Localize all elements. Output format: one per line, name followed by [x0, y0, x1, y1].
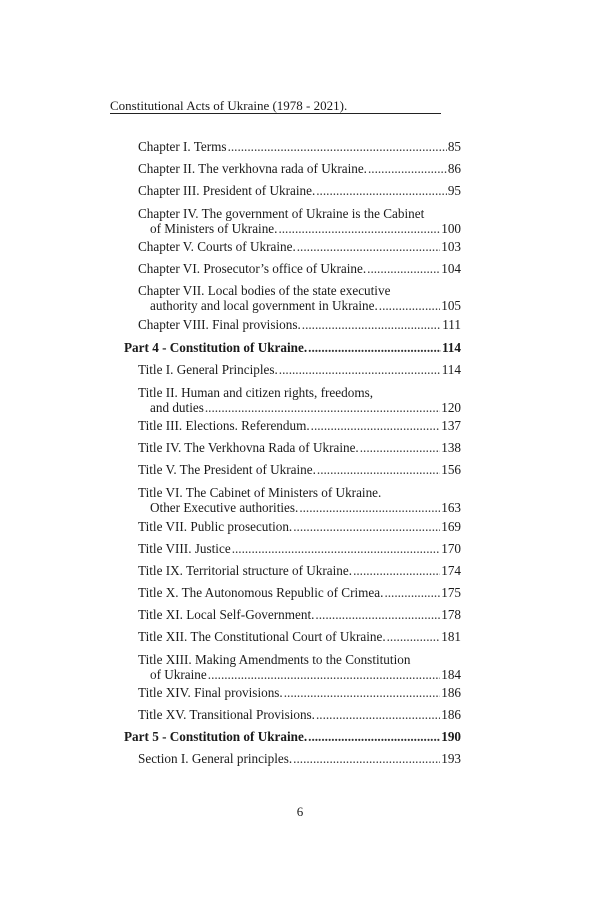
toc-entry-title-line1: Title II. Human and citizen rights, freedoms,: [138, 385, 374, 400]
toc-entry-page: 105: [441, 298, 461, 313]
leader-dots: [384, 585, 440, 600]
toc-entry-page: 163: [441, 500, 461, 515]
leader-dots: [316, 707, 440, 722]
toc-entry-page: 175: [441, 585, 461, 600]
toc-entry[interactable]: [138, 585, 461, 600]
toc-entry-title: Part 5 - Constitution of Ukraine.: [124, 729, 308, 744]
toc-entry-title: Chapter III. President of Ukraine.: [138, 183, 316, 198]
running-header: Constitutional Acts of Ukraine (1978 - 2021).: [110, 98, 441, 114]
toc-entry-page: 184: [441, 667, 461, 682]
toc-entry-title: Title XIV. Final provisions.: [138, 685, 283, 700]
toc-entry-title: Title IX. Territorial structure of Ukraine.: [138, 563, 353, 578]
leader-dots: [311, 418, 441, 433]
leader-dots: [317, 462, 440, 477]
toc-entry-page: 111: [442, 317, 461, 332]
toc-entry-title: Title IV. The Verkhovna Rada of Ukraine.: [138, 440, 359, 455]
toc-entry-page: 181: [441, 629, 461, 644]
toc-entry[interactable]: [138, 652, 461, 682]
leader-dots: [208, 667, 440, 682]
toc-entry-page: 95: [447, 183, 461, 198]
toc-entry-title: of Ukraine: [150, 667, 207, 682]
toc-entry-page: 85: [447, 139, 461, 154]
leader-dots: [360, 440, 440, 455]
toc-entry-title: Chapter I. Terms: [138, 139, 227, 154]
leader-dots: [293, 751, 440, 766]
page-number: 6: [296, 804, 304, 819]
toc-entry-title: Other Executive authorities.: [150, 500, 299, 515]
toc-entry-title: Title XII. The Constitutional Court of Ukraine.: [138, 629, 386, 644]
toc-entry-page: 170: [441, 541, 461, 556]
toc-entry[interactable]: [138, 485, 461, 515]
toc-entry-title: Title III. Elections. Referendum.: [138, 418, 310, 433]
toc-entry[interactable]: [138, 685, 461, 700]
leader-dots: [316, 183, 447, 198]
leader-dots: [368, 161, 447, 176]
toc-entry-page: 114: [441, 340, 461, 355]
toc-entry[interactable]: [138, 362, 461, 377]
leader-dots: [278, 221, 440, 236]
toc-entry-page: 190: [441, 729, 461, 744]
toc-entry-page: 193: [441, 751, 461, 766]
toc-entry-title: Chapter V. Courts of Ukraine.: [138, 239, 296, 254]
toc-entry-page: 186: [441, 685, 461, 700]
toc-entry[interactable]: [138, 418, 461, 433]
leader-dots: [367, 261, 440, 276]
toc-entry[interactable]: [138, 751, 461, 766]
leader-dots: [293, 519, 440, 534]
toc-entry-page: 86: [447, 161, 461, 176]
leader-dots: [205, 400, 440, 415]
toc-entry[interactable]: [138, 385, 461, 415]
toc-entry[interactable]: [138, 261, 461, 276]
toc-part-entry[interactable]: [124, 729, 461, 744]
leader-dots: [379, 298, 440, 313]
toc-entry-page: 100: [441, 221, 461, 236]
toc-entry-page: 104: [441, 261, 461, 276]
toc-entry[interactable]: [138, 183, 461, 198]
toc-entry-title: Section I. General principles.: [138, 751, 293, 766]
toc-entry[interactable]: [138, 440, 461, 455]
toc-entry[interactable]: [138, 563, 461, 578]
leader-dots: [308, 729, 440, 744]
toc-entry-title: Part 4 - Constitution of Ukraine.: [124, 340, 308, 355]
toc-entry-title: Title X. The Autonomous Republic of Crimea.: [138, 585, 384, 600]
toc-entry-title: Title XV. Transitional Provisions.: [138, 707, 315, 722]
toc-entry-page: 137: [441, 418, 461, 433]
toc-entry-title: Chapter VIII. Final provisions.: [138, 317, 301, 332]
toc-entry-title-line1: Title XIII. Making Amendments to the Constitution: [138, 652, 411, 667]
toc-entry[interactable]: [138, 239, 461, 254]
leader-dots: [308, 340, 441, 355]
leader-dots: [315, 607, 440, 622]
leader-dots: [387, 629, 441, 644]
toc-entry-page: 156: [441, 462, 461, 477]
toc-entry-page: 178: [441, 607, 461, 622]
toc-entry[interactable]: [138, 161, 461, 176]
toc-entry-title: Title XI. Local Self-Government.: [138, 607, 315, 622]
toc-entry[interactable]: [138, 206, 461, 236]
toc-entry[interactable]: [138, 519, 461, 534]
leader-dots: [299, 500, 440, 515]
toc-entry[interactable]: [138, 629, 461, 644]
toc-entry-page: 114: [441, 362, 461, 377]
leader-dots: [302, 317, 441, 332]
toc-entry[interactable]: [138, 283, 461, 313]
toc-entry-page: 174: [441, 563, 461, 578]
toc-entry-title: Title VII. Public prosecution.: [138, 519, 293, 534]
toc-entry-title: Chapter VI. Prosecutor’s office of Ukraine.: [138, 261, 367, 276]
leader-dots: [228, 139, 447, 154]
leader-dots: [297, 239, 440, 254]
toc-part-entry[interactable]: [124, 340, 461, 355]
toc-entry-title: Chapter II. The verkhovna rada of Ukraine.: [138, 161, 367, 176]
toc-entry-page: 103: [441, 239, 461, 254]
toc-entry-title: Title VIII. Justice: [138, 541, 231, 556]
toc-entry-title: and duties: [150, 400, 204, 415]
toc-entry-page: 120: [441, 400, 461, 415]
toc-entry[interactable]: [138, 462, 461, 477]
toc-entry-page: 169: [441, 519, 461, 534]
toc-entry[interactable]: [138, 541, 461, 556]
leader-dots: [279, 362, 441, 377]
toc-entry[interactable]: [138, 317, 461, 332]
toc-entry[interactable]: [138, 607, 461, 622]
toc-entry[interactable]: [138, 139, 461, 154]
toc-entry-page: 186: [441, 707, 461, 722]
toc-entry-title: Title I. General Principles.: [138, 362, 278, 377]
leader-dots: [232, 541, 441, 556]
leader-dots: [284, 685, 440, 700]
toc-entry-title: authority and local government in Ukraine.: [150, 298, 378, 313]
toc-entry-title-line1: Title VI. The Cabinet of Ministers of Ukraine.: [138, 485, 382, 500]
toc-entry-title: of Ministers of Ukraine.: [150, 221, 278, 236]
toc-entry-title-line1: Chapter VII. Local bodies of the state executive: [138, 283, 391, 298]
toc-entry-page: 138: [441, 440, 461, 455]
toc-entry-title-line1: Chapter IV. The government of Ukraine is the Cabinet: [138, 206, 425, 221]
toc-entry-title: Title V. The President of Ukraine.: [138, 462, 316, 477]
leader-dots: [353, 563, 440, 578]
toc-entry[interactable]: [138, 707, 461, 722]
